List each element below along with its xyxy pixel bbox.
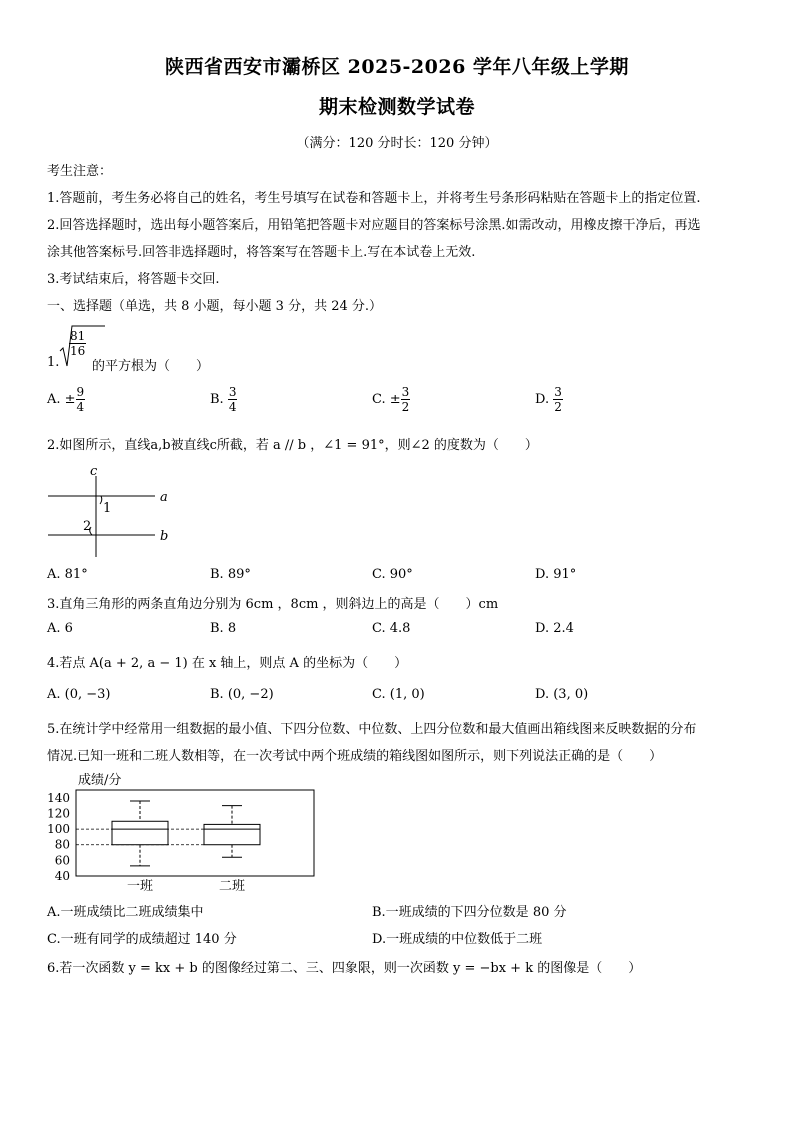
question-5-line-2: 情况.已知一班和二班人数相等，在一次考试中两个班成绩的箱线图如图所示，则下列说法正确的是（ ） bbox=[47, 749, 663, 764]
question-text: 的平方根为（ ） bbox=[92, 359, 210, 374]
section-heading: 一、选择题（单选，共 8 小题，每小题 3 分，共 24 分.） bbox=[47, 299, 383, 314]
q3-option-b[interactable]: B. 8 bbox=[210, 621, 237, 636]
notice-item-2b: 涂其他答案标号.回答非选择题时，将答案写在答题卡上.写在本试卷上无效. bbox=[47, 245, 476, 260]
y-tick-label: 60 bbox=[54, 853, 70, 868]
label-b: b bbox=[160, 529, 169, 544]
page-subtitle: 期末检测数学试卷 bbox=[318, 96, 475, 118]
q5-option-d[interactable]: D.一班成绩的中位数低于二班 bbox=[372, 932, 543, 947]
q2-option-a[interactable]: A. 81° bbox=[47, 567, 88, 582]
box-1 bbox=[112, 821, 168, 844]
q1-radicand: $\frac{81}{16}$ bbox=[70, 329, 86, 358]
q1-option-a[interactable]: A. ± $\frac{9}{4}$ bbox=[47, 385, 85, 414]
q5-option-a[interactable]: A.一班成绩比二班成绩集中 bbox=[47, 905, 204, 920]
parallel-lines-figure bbox=[45, 462, 185, 562]
label-angle-1: 1 bbox=[103, 501, 112, 516]
question-number: 1. bbox=[47, 355, 60, 370]
q1-option-b[interactable]: B. $\frac{3}{4}$ bbox=[210, 385, 237, 414]
q5-option-c[interactable]: C.一班有同学的成绩超过 140 分 bbox=[47, 932, 237, 947]
question-2: 2.如图所示，直线a,b被直线c所截，若 a // b ，∠1 = 91°，则∠2 的度数为（ ） bbox=[47, 438, 538, 453]
y-tick-label: 120 bbox=[47, 806, 70, 821]
question-5-line-1: 5.在统计学中经常用一组数据的最小值、下四分位数、中位数、上四分位数和最大值画出箱线图来反映数据的分布 bbox=[47, 722, 697, 737]
q3-option-a[interactable]: A. 6 bbox=[47, 621, 73, 636]
y-axis-label: 成绩/分 bbox=[78, 773, 122, 788]
q4-option-a[interactable]: A. (0, −3) bbox=[47, 687, 111, 702]
label-angle-2: 2 bbox=[83, 519, 92, 534]
q2-option-d[interactable]: D. 91° bbox=[535, 567, 577, 582]
notice-heading: 考生注意： bbox=[47, 164, 113, 179]
question-6: 6.若一次函数 y = kx + b 的图像经过第二、三、四象限，则一次函数 y = −bx + k 的图像是（ ） bbox=[47, 961, 642, 976]
q4-option-d[interactable]: D. (3, 0) bbox=[535, 687, 589, 702]
y-tick-label: 40 bbox=[54, 869, 70, 883]
q3-option-c[interactable]: C. 4.8 bbox=[372, 621, 411, 636]
y-tick-label: 140 bbox=[47, 790, 70, 805]
q4-option-c[interactable]: C. (1, 0) bbox=[372, 687, 425, 702]
q2-option-b[interactable]: B. 89° bbox=[210, 567, 251, 582]
q1-option-c[interactable]: C. ± $\frac{3}{2}$ bbox=[372, 385, 410, 414]
page-title: 陕西省西安市灞桥区 2025-2026 学年八年级上学期 bbox=[165, 56, 629, 78]
category-label: 二班 bbox=[218, 879, 246, 892]
question-3: 3.直角三角形的两条直角边分别为 6cm ，8cm ，则斜边上的高是（ ）cm bbox=[47, 597, 499, 612]
notice-item-1: 1.答题前，考生务必将自己的姓名，考生号填写在试卷和答题卡上，并将考生号条形码粘贴在答题卡上的指定位置. bbox=[47, 191, 701, 206]
category-label: 一班 bbox=[126, 879, 154, 892]
q5-option-b[interactable]: B.一班成绩的下四分位数是 80 分 bbox=[372, 905, 567, 920]
q1-option-d[interactable]: D. $\frac{3}{2}$ bbox=[535, 385, 562, 414]
boxplot-chart bbox=[40, 770, 320, 892]
q3-option-d[interactable]: D. 2.4 bbox=[535, 621, 574, 636]
y-tick-label: 100 bbox=[47, 822, 70, 837]
y-tick-label: 80 bbox=[54, 837, 70, 852]
exam-meta: （满分：120 分时长：120 分钟） bbox=[296, 136, 498, 151]
question-4: 4.若点 A(a + 2, a − 1) 在 x 轴上，则点 A 的坐标为（ ） bbox=[47, 656, 408, 671]
label-c: c bbox=[90, 464, 98, 479]
box-2 bbox=[204, 824, 260, 844]
label-a: a bbox=[160, 490, 168, 505]
notice-item-3: 3.考试结束后，将答题卡交回. bbox=[47, 272, 220, 287]
q4-option-b[interactable]: B. (0, −2) bbox=[210, 687, 274, 702]
notice-item-2a: 2.回答选择题时，选出每小题答案后，用铅笔把答题卡对应题目的答案标号涂黑.如需改动，用橡皮擦干净后，再选 bbox=[47, 218, 701, 233]
q2-option-c[interactable]: C. 90° bbox=[372, 567, 413, 582]
